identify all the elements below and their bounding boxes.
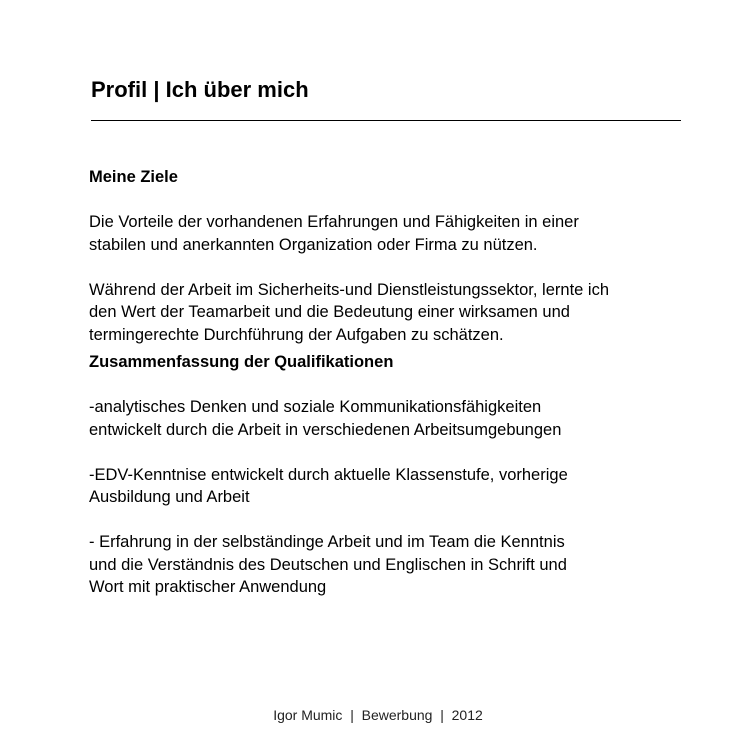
qualifications-heading: Zusammenfassung der Qualifikationen — [89, 353, 394, 371]
text-line: Wort mit praktischer Anwendung — [89, 578, 327, 596]
qualification-item-2 — [89, 464, 689, 509]
goals-paragraph-2 — [89, 279, 689, 347]
spacer — [89, 441, 689, 464]
text-line: Während der Arbeit im Sicherheits-und Dienstleistungssektor, lernte ich — [89, 280, 609, 299]
text-line: -EDV-Kenntnise entwickelt durch aktuelle Klassenstufe, vorherige — [89, 465, 568, 484]
text-line: stabilen und anerkannten Organization oder Firma zu nützen. — [89, 235, 538, 254]
text-line: und die Verständnis des Deutschen und Englischen in Schrift und — [89, 555, 567, 574]
qualification-item-3 — [89, 531, 689, 599]
text-line: termingerechte Durchführung der Aufgaben zu schätzen. — [89, 325, 504, 344]
goals-paragraph-1 — [89, 211, 689, 256]
text-line: Ausbildung und Arbeit — [89, 488, 250, 506]
title-divider — [91, 120, 681, 121]
spacer — [89, 374, 689, 397]
text-line: entwickelt durch die Arbeit in verschiedenen Arbeitsumgebungen — [89, 420, 562, 439]
spacer — [89, 189, 689, 212]
text-line: -analytisches Denken und soziale Kommunikationsfähigkeiten — [89, 398, 542, 416]
qualification-item-1 — [89, 396, 689, 441]
page-title: Profil | Ich über mich — [91, 77, 309, 102]
goals-heading: Meine Ziele — [89, 168, 178, 186]
text-line: Die Vorteile der vorhandenen Erfahrungen und Fähigkeiten in einer — [89, 213, 579, 231]
spacer — [89, 509, 689, 532]
page-footer: Igor Mumic | Bewerbung | 2012 — [273, 707, 483, 723]
text-line: - Erfahrung in der selbständinge Arbeit und im Team die Kenntnis — [89, 533, 565, 551]
text-line: den Wert der Teamarbeit und die Bedeutung einer wirksamen und — [89, 303, 570, 321]
spacer — [89, 256, 689, 279]
profile-content — [89, 166, 689, 599]
